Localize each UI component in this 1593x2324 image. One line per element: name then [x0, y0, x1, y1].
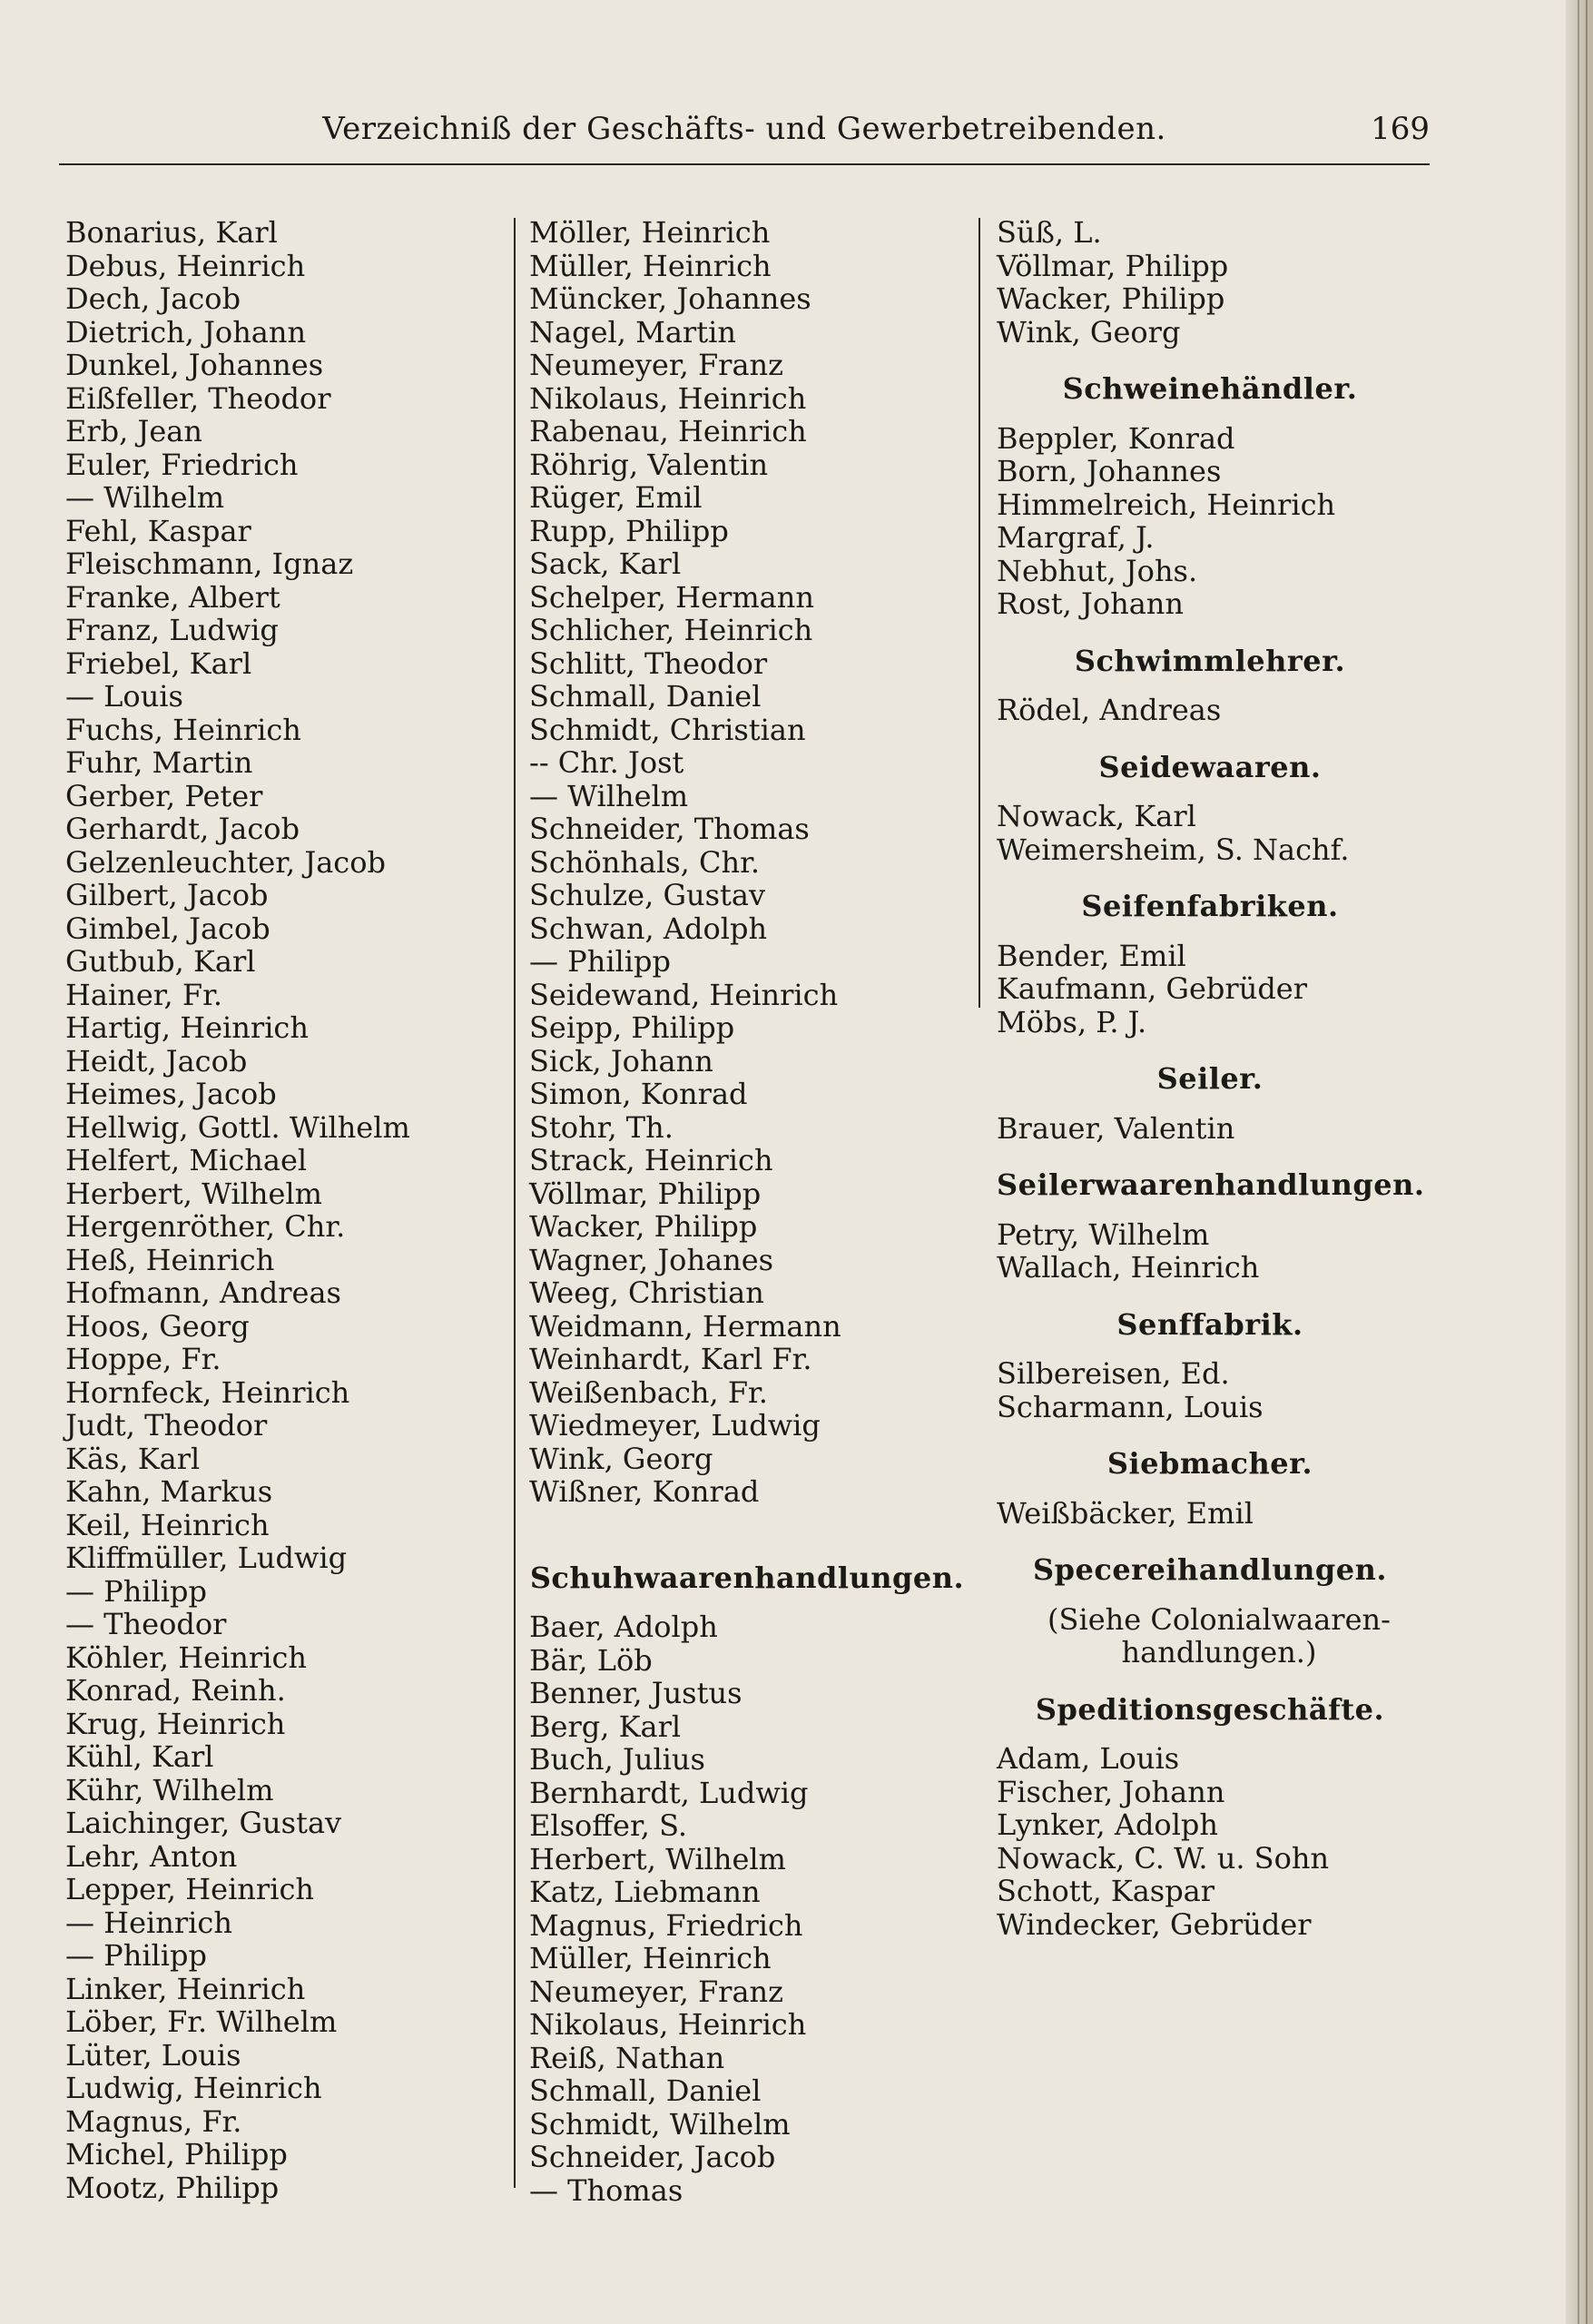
- column-1: [65, 216, 492, 2204]
- list-item: Linker, Heinrich: [65, 1971, 306, 2006]
- list-item: Fehl, Kaspar: [65, 513, 251, 548]
- page-edge-line: [1578, 0, 1579, 2324]
- section-heading: Schuhwaarenhandlungen.: [529, 1560, 965, 1595]
- list-item: Bernhardt, Ludwig: [529, 1775, 809, 1810]
- list-item: Michel, Philipp: [65, 2137, 288, 2171]
- list-item: Dietrich, Johann: [65, 314, 307, 350]
- list-item: Franke, Albert: [65, 579, 280, 615]
- list-item: Kühr, Wilhelm: [65, 1772, 274, 1807]
- list-item: Beppler, Konrad: [997, 420, 1235, 456]
- page-edge-line: [1586, 0, 1588, 2324]
- list-item: Baer, Adolph: [529, 1610, 718, 1644]
- list-item: Völlmar, Philipp: [997, 248, 1229, 283]
- list-item: Ludwig, Heinrich: [65, 2071, 322, 2105]
- list-item: Schlicher, Heinrich: [529, 613, 813, 647]
- list-item: Gimbel, Jacob: [65, 911, 270, 946]
- list-item: Rabenau, Heinrich: [529, 414, 807, 448]
- list-item: Kühl, Karl: [65, 1739, 214, 1774]
- list-item: Nebhut, Johs.: [997, 553, 1198, 588]
- list-item: Nikolaus, Heinrich: [529, 2007, 807, 2042]
- list-item: -- Chr. Jost: [529, 745, 684, 780]
- list-item: Lüter, Louis: [65, 2037, 241, 2073]
- section-heading: Speditionsgeschäfte.: [1035, 1691, 1385, 1727]
- list-item: Adam, Louis: [997, 1741, 1180, 1776]
- list-item: Wacker, Philipp: [997, 281, 1225, 316]
- list-item: Strack, Heinrich: [529, 1143, 773, 1177]
- list-item: Wiedmeyer, Ludwig: [529, 1408, 821, 1443]
- list-item: Schneider, Thomas: [529, 812, 810, 846]
- list-item: Hofmann, Andreas: [65, 1275, 341, 1310]
- list-item: Löber, Fr. Wilhelm: [65, 2004, 338, 2039]
- list-item: Laichinger, Gustav: [65, 1806, 342, 1840]
- list-item: Schönhals, Chr.: [529, 844, 761, 880]
- list-item: — Philipp: [65, 1938, 207, 1973]
- list-item: Konrad, Reinh.: [65, 1673, 286, 1708]
- list-item: Schott, Kaspar: [997, 1874, 1215, 1908]
- list-item: Weidmann, Hermann: [529, 1308, 841, 1344]
- list-item: Hergenröther, Chr.: [65, 1209, 346, 1244]
- list-item: Herbert, Wilhelm: [529, 1841, 786, 1876]
- list-item: Franz, Ludwig: [65, 613, 279, 647]
- list-item: Gelzenleuchter, Jacob: [65, 844, 386, 880]
- list-item: Benner, Justus: [529, 1676, 742, 1710]
- section-heading: Siebmacher.: [1106, 1446, 1313, 1481]
- list-item: Reiß, Nathan: [529, 2040, 725, 2075]
- list-item: Fuchs, Heinrich: [65, 712, 301, 747]
- list-item: Kaufmann, Gebrüder: [997, 971, 1308, 1006]
- list-item: Heß, Heinrich: [65, 1242, 275, 1277]
- section-heading: Seilerwaarenhandlungen.: [997, 1167, 1425, 1202]
- list-item: Hellwig, Gottl. Wilhelm: [65, 1109, 410, 1145]
- list-item: — Louis: [65, 679, 183, 714]
- list-item: Hoos, Georg: [65, 1308, 250, 1344]
- column-divider: [978, 218, 980, 1008]
- list-item: Bender, Emil: [997, 938, 1186, 973]
- list-item: Seidewand, Heinrich: [529, 977, 839, 1012]
- list-item: Brauer, Valentin: [997, 1110, 1235, 1146]
- list-item: Elsoffer, S.: [529, 1808, 688, 1843]
- list-item: Eißfeller, Theodor: [65, 380, 331, 416]
- list-item: Rupp, Philipp: [529, 513, 729, 548]
- list-item: Schmidt, Christian: [529, 712, 806, 747]
- list-item: Petry, Wilhelm: [997, 1216, 1210, 1252]
- list-item: — Philipp: [65, 1573, 207, 1609]
- list-item: Rödel, Andreas: [997, 693, 1222, 727]
- list-item: — Thomas: [529, 2172, 683, 2208]
- list-item: Buch, Julius: [529, 1742, 705, 1777]
- list-item: Silbereisen, Ed.: [997, 1356, 1230, 1391]
- list-item: Krug, Heinrich: [65, 1706, 286, 1741]
- list-item: Weeg, Christian: [529, 1275, 764, 1310]
- list-item: Windecker, Gebrüder: [997, 1906, 1312, 1942]
- list-item: Schulze, Gustav: [529, 878, 766, 912]
- list-item: Heimes, Jacob: [65, 1077, 277, 1111]
- list-item: Möller, Heinrich: [529, 215, 771, 250]
- list-item: Nowack, Karl: [997, 799, 1196, 833]
- list-item: Hartig, Heinrich: [65, 1010, 309, 1045]
- list-item: Weißbäcker, Emil: [997, 1495, 1254, 1531]
- list-item: Köhler, Heinrich: [65, 1640, 307, 1675]
- list-item: Magnus, Fr.: [65, 2103, 242, 2139]
- list-item: Gilbert, Jacob: [65, 878, 269, 912]
- list-item: — Philipp: [529, 944, 671, 979]
- list-item: Friebel, Karl: [65, 645, 252, 681]
- list-item: Debus, Heinrich: [65, 248, 306, 283]
- list-item: Born, Johannes: [997, 454, 1222, 488]
- header-rule: [59, 163, 1430, 165]
- list-item: Hornfeck, Heinrich: [65, 1374, 350, 1410]
- list-item: Lynker, Adolph: [997, 1807, 1219, 1842]
- section-heading: Seifenfabriken.: [1081, 889, 1339, 923]
- list-item: Seipp, Philipp: [529, 1010, 735, 1045]
- list-item: Magnus, Friedrich: [529, 1907, 803, 1943]
- list-item: Fuhr, Martin: [65, 745, 253, 780]
- list-item: Katz, Liebmann: [529, 1875, 761, 1909]
- list-item: Möbs, P. J.: [997, 1004, 1147, 1039]
- section-heading: Seiler.: [1156, 1061, 1264, 1096]
- section-heading: Senffabrik.: [1116, 1306, 1303, 1342]
- list-item: — Wilhelm: [529, 778, 689, 813]
- list-item: Rost, Johann: [997, 586, 1184, 621]
- list-item: Mootz, Philipp: [65, 2170, 280, 2205]
- list-item: Neumeyer, Franz: [529, 348, 784, 382]
- list-item: — Theodor: [65, 1607, 227, 1641]
- list-item: Völlmar, Philipp: [529, 1176, 762, 1211]
- column-2: [529, 216, 965, 2207]
- list-item: Schlitt, Theodor: [529, 645, 768, 681]
- list-item: Rüger, Emil: [529, 480, 703, 515]
- list-item: Weißenbach, Fr.: [529, 1374, 768, 1410]
- list-item: Scharmann, Louis: [997, 1389, 1264, 1424]
- list-item: Wink, Georg: [997, 314, 1181, 350]
- section-heading: Specereihandlungen.: [1032, 1552, 1388, 1587]
- list-item: Gerhardt, Jacob: [65, 812, 300, 846]
- list-item: Helfert, Michael: [65, 1143, 308, 1177]
- list-item: Dunkel, Johannes: [65, 348, 324, 382]
- list-item: Fischer, Johann: [997, 1774, 1225, 1809]
- cross-reference-note: (Siehe Colonialwaaren-: [1047, 1601, 1391, 1637]
- header-title: Verzeichniß der Geschäfts- und Gewerbetreibenden.: [322, 111, 1166, 147]
- list-item: Heidt, Jacob: [65, 1043, 248, 1078]
- list-item: Schwan, Adolph: [529, 911, 768, 946]
- list-item: Müncker, Johannes: [529, 281, 811, 316]
- section-heading: Seidewaaren.: [1098, 749, 1322, 784]
- list-item: Simon, Konrad: [529, 1077, 748, 1111]
- list-item: Schelper, Hermann: [529, 579, 814, 615]
- list-item: Schneider, Jacob: [529, 2140, 776, 2174]
- list-item: Dech, Jacob: [65, 281, 241, 316]
- list-item: Wacker, Philipp: [529, 1209, 758, 1244]
- list-item: Süß, L.: [997, 215, 1102, 250]
- list-item: Weimersheim, S. Nachf.: [997, 832, 1350, 867]
- list-item: Margraf, J.: [997, 520, 1155, 555]
- list-item: Berg, Karl: [529, 1709, 682, 1744]
- list-item: Hainer, Fr.: [65, 977, 223, 1012]
- list-item: Bär, Löb: [529, 1642, 653, 1678]
- list-item: Erb, Jean: [65, 414, 202, 448]
- list-item: Kahn, Markus: [65, 1474, 273, 1509]
- list-item: Lehr, Anton: [65, 1838, 238, 1874]
- section-heading: Schwimmlehrer.: [1074, 643, 1346, 678]
- list-item: Wink, Georg: [529, 1441, 713, 1476]
- list-item: Fleischmann, Ignaz: [65, 547, 354, 581]
- list-item: Wagner, Johanes: [529, 1242, 774, 1277]
- cross-reference-note: handlungen.): [1121, 1635, 1317, 1669]
- list-item: Stohr, Th.: [529, 1109, 674, 1145]
- list-item: Keil, Heinrich: [65, 1507, 270, 1542]
- list-item: Himmelreich, Heinrich: [997, 487, 1336, 522]
- list-item: Gutbub, Karl: [65, 944, 256, 979]
- list-item: Judt, Theodor: [65, 1408, 268, 1443]
- list-item: — Wilhelm: [65, 480, 225, 515]
- list-item: Röhrig, Valentin: [529, 447, 769, 482]
- list-item: Schmall, Daniel: [529, 679, 762, 714]
- list-item: Nagel, Martin: [529, 314, 736, 350]
- list-item: — Heinrich: [65, 1905, 232, 1940]
- list-item: Euler, Friedrich: [65, 447, 299, 482]
- list-item: Lepper, Heinrich: [65, 1872, 314, 1906]
- list-item: Müller, Heinrich: [529, 248, 772, 283]
- list-item: Herbert, Wilhelm: [65, 1176, 322, 1211]
- list-item: Neumeyer, Franz: [529, 1974, 784, 2009]
- list-item: Käs, Karl: [65, 1441, 201, 1476]
- list-item: Hoppe, Fr.: [65, 1342, 221, 1376]
- list-item: Sick, Johann: [529, 1043, 713, 1078]
- list-item: Kliffmüller, Ludwig: [65, 1541, 348, 1575]
- list-item: Nowack, C. W. u. Sohn: [997, 1840, 1330, 1876]
- list-item: Schmidt, Wilhelm: [529, 2106, 791, 2142]
- list-item: Weinhardt, Karl Fr.: [529, 1342, 812, 1376]
- list-item: Wallach, Heinrich: [997, 1250, 1260, 1285]
- list-item: Gerber, Peter: [65, 778, 263, 813]
- list-item: Müller, Heinrich: [529, 1941, 772, 1975]
- list-item: Sack, Karl: [529, 547, 682, 581]
- page-header: [59, 111, 1430, 156]
- page-edge: [1566, 0, 1593, 2324]
- page-number: 169: [1371, 111, 1430, 147]
- list-item: Wißner, Konrad: [529, 1474, 760, 1509]
- column-divider: [514, 218, 516, 2188]
- list-item: Bonarius, Karl: [65, 215, 278, 250]
- column-3: [997, 216, 1423, 1941]
- list-item: Nikolaus, Heinrich: [529, 380, 807, 416]
- list-item: Schmall, Daniel: [529, 2073, 762, 2108]
- section-heading: Schweinehändler.: [1062, 371, 1358, 406]
